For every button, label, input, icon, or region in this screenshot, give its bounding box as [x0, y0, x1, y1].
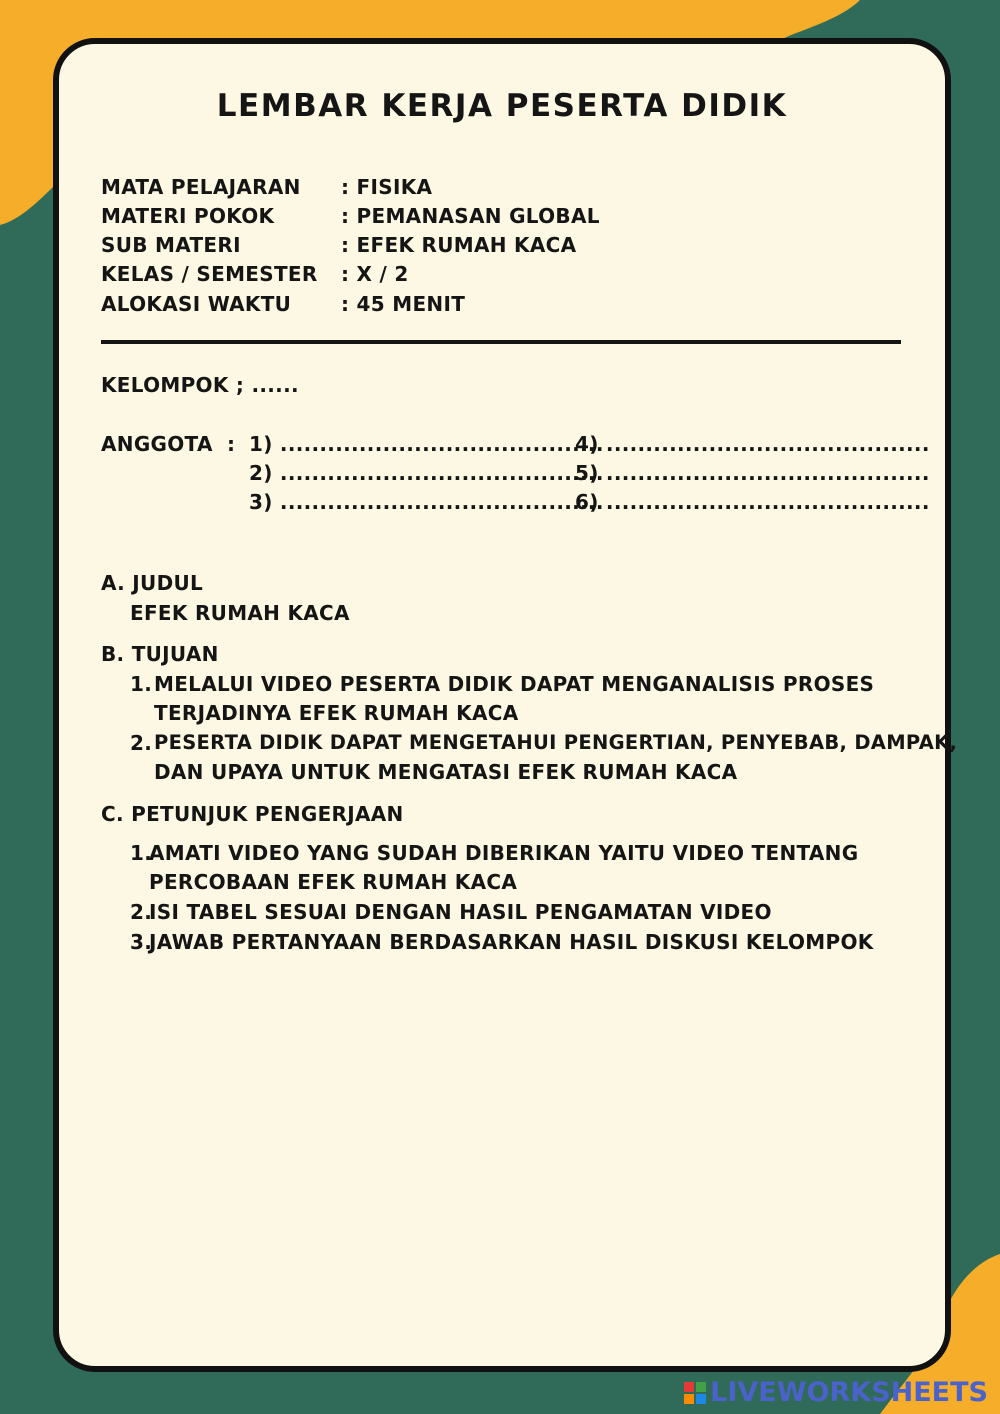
member-slot-2[interactable]: 2) .........................................: [249, 461, 604, 485]
info-label-subject: MATA PELAJARAN: [101, 175, 301, 199]
section-b-heading: B. TUJUAN: [101, 642, 219, 666]
section-c-item-1-num: 1.: [130, 841, 153, 865]
member-slot-5[interactable]: 5) .........................................: [575, 461, 930, 485]
logo-mark-icon: [684, 1382, 706, 1404]
member-slot-6[interactable]: 6) .........................................: [575, 490, 930, 514]
divider: [101, 340, 901, 344]
liveworksheets-logo[interactable]: [684, 1377, 988, 1408]
info-value-time: : 45 MENIT: [341, 292, 466, 316]
member-slot-3[interactable]: 3) .........................................: [249, 490, 604, 514]
info-value-subject: : FISIKA: [341, 175, 433, 199]
info-label-class: KELAS / SEMESTER: [101, 262, 318, 286]
section-b-item-1-num: 1.: [130, 672, 153, 696]
section-b-item-1-line-1: MELALUI VIDEO PESERTA DIDIK DAPAT MENGANALISIS PROSES: [154, 672, 875, 696]
section-a-text: EFEK RUMAH KACA: [130, 601, 350, 625]
section-b-item-1-line-2: TERJADINYA EFEK RUMAH KACA: [154, 701, 519, 725]
info-value-subtopic: : EFEK RUMAH KACA: [341, 233, 577, 257]
worksheet-card: [53, 38, 958, 1372]
member-slot-4[interactable]: 4) .........................................: [575, 432, 930, 456]
members-colon: :: [227, 432, 236, 456]
section-c-item-3-line-1: JAWAB PERTANYAAN BERDASARKAN HASIL DISKUSI KELOMPOK: [149, 930, 874, 954]
info-label-time: ALOKASI WAKTU: [101, 292, 292, 316]
logo-text: LIVEWORKSHEETS: [710, 1377, 988, 1408]
section-c-item-2-line-1: ISI TABEL SESUAI DENGAN HASIL PENGAMATAN VIDEO: [149, 900, 772, 924]
section-b-item-2-num: 2.: [130, 731, 153, 755]
info-value-topic: : PEMANASAN GLOBAL: [341, 204, 600, 228]
members-label: ANGGOTA: [101, 432, 213, 456]
section-a-heading: A. JUDUL: [101, 571, 204, 595]
info-label-topic: MATERI POKOK: [101, 204, 275, 228]
section-c-item-2-num: 2.: [130, 900, 153, 924]
section-c-heading: C. PETUNJUK PENGERJAAN: [101, 802, 404, 826]
section-c-item-3-num: 3.: [130, 930, 153, 954]
section-c-item-1-line-1: AMATI VIDEO YANG SUDAH DIBERIKAN YAITU VIDEO TENTANG: [149, 841, 859, 865]
info-label-subtopic: SUB MATERI: [101, 233, 241, 257]
section-c-item-1-line-2: PERCOBAAN EFEK RUMAH KACA: [149, 870, 518, 894]
section-b-item-2-line-1: PESERTA DIDIK DAPAT MENGETAHUI PENGERTIAN, PENYEBAB, DAMPAK,: [154, 731, 958, 754]
info-value-class: : X / 2: [341, 262, 409, 286]
page-title: LEMBAR KERJA PESERTA DIDIK: [216, 88, 788, 124]
member-slot-1[interactable]: 1) .........................................: [249, 432, 604, 456]
group-field[interactable]: KELOMPOK ; ......: [101, 373, 299, 397]
section-b-item-2-line-2: DAN UPAYA UNTUK MENGATASI EFEK RUMAH KACA: [154, 760, 738, 784]
